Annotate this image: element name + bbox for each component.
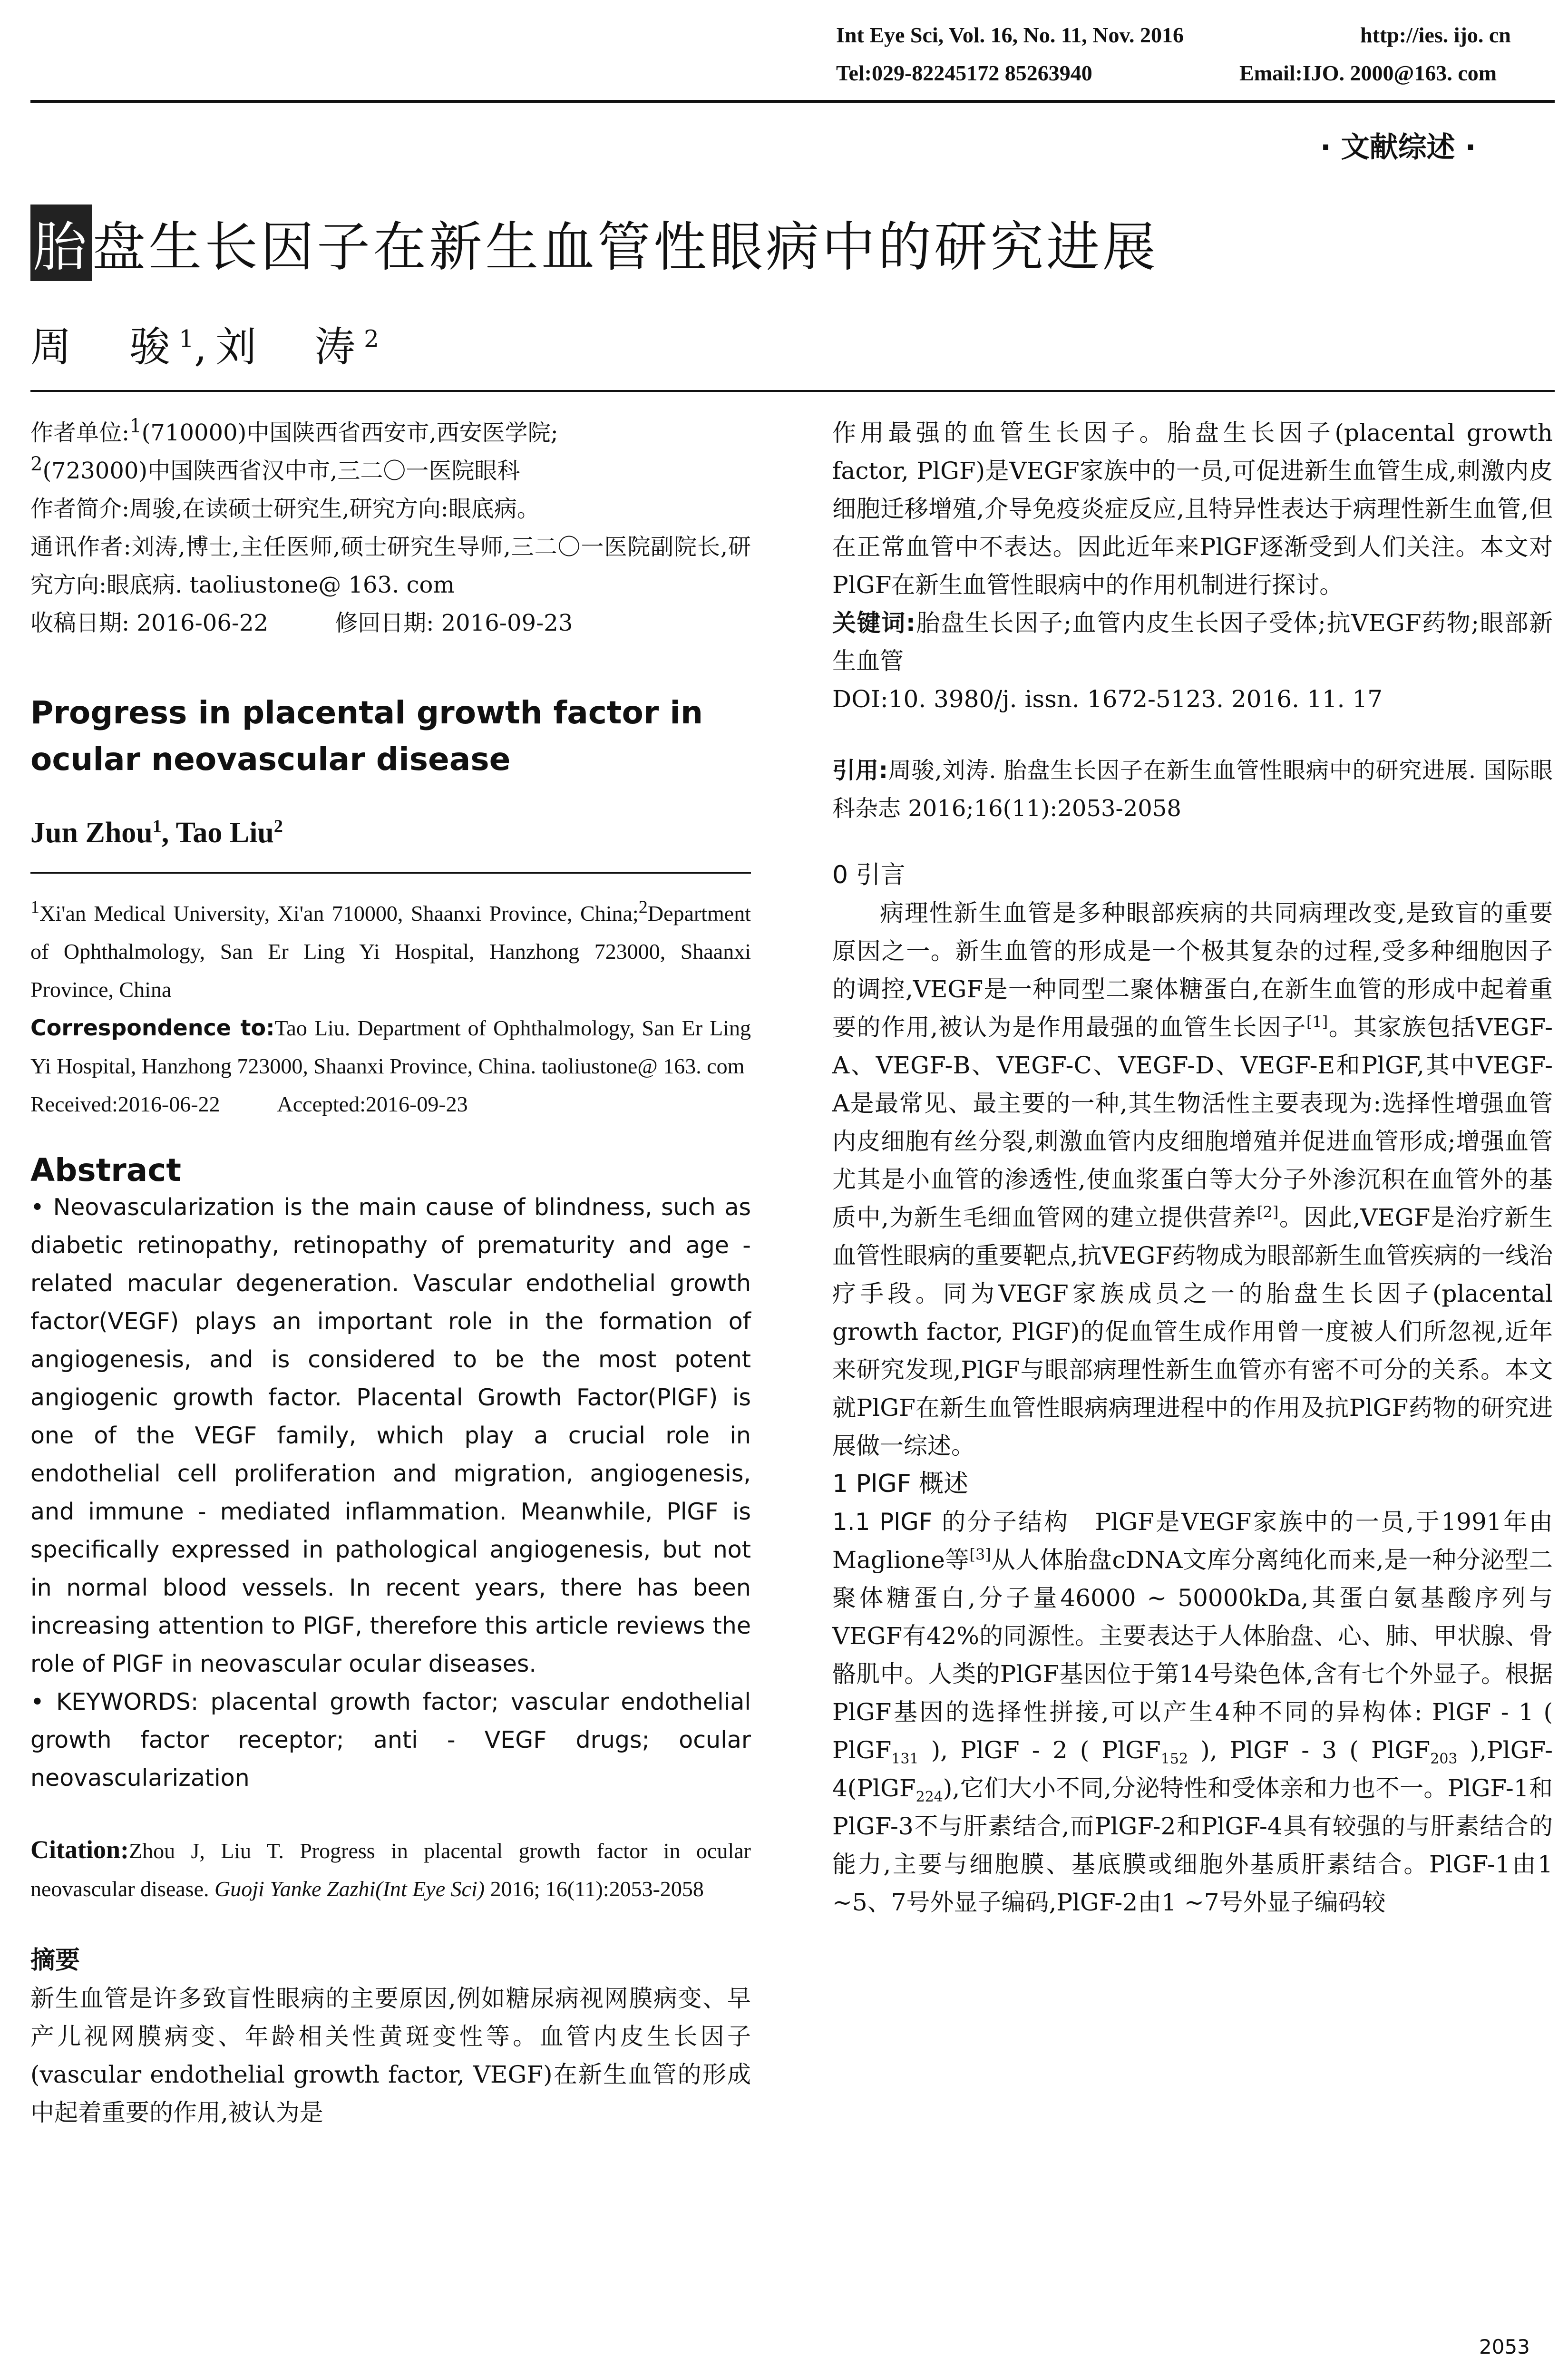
affil1-text: (710000)中国陕西省西安市,西安医学院; — [141, 419, 558, 446]
author-1-sup: 1 — [179, 325, 194, 353]
corresponding-author-cn: 通讯作者:刘涛,博士,主任医师,硕士研究生导师,三二〇一医院副院长,研究方向:眼底病. taoliustone@ 163. com — [30, 534, 751, 598]
journal-email: Email:IJO. 2000@163. com — [1239, 61, 1497, 85]
english-affiliations — [30, 895, 751, 1009]
doi: DOI:10. 3980/j. issn. 1672-5123. 2016. 11. 17 — [832, 685, 1383, 713]
journal-phone: Tel:029-82245172 85263940 — [836, 61, 1092, 85]
english-dates — [30, 1085, 751, 1123]
p11-part-e: ),PlGF-4(PlGF — [832, 1736, 1553, 1802]
section-0-heading: 0 引言 — [832, 861, 906, 889]
article-title — [30, 205, 1159, 281]
abstract-body: • Neovascularization is the main cause of blindness, such as diabetic retinopathy, retinopathy of prematurity and age - related macular degeneration. Vascular endothelial growth factor(VEGF) plays an important role in the formation of angiogenesis, and is considered to be the most potent angiogenic growth factor. Placental Growth Factor(PlGF) is one of the VEGF family, which play a crucial role in endothelial cell proliferation and migration, angiogenesis, and immune - mediated inflammation. Meanwhile, PlGF is specifically expressed in pathological angiogenesis, but not in normal blood vessels. In recent years, there has been increasing attention to PlGF, therefore this article reviews the role of PlGF in neovascular ocular diseases. — [30, 1194, 751, 1677]
author-1: 周 骏 — [30, 323, 179, 371]
affil2-text: (723000)中国陕西省汉中市,三二〇一医院眼科 — [42, 458, 520, 484]
en-author-2-sup: 2 — [273, 816, 283, 837]
english-authors — [30, 816, 751, 850]
left-column — [30, 414, 751, 2132]
sub-131: 131 — [891, 1751, 919, 1767]
en-affil2: Department of Ophthalmology, San Er Ling Yi Hospital, Hanzhong 723000, Shaanxi Province, China — [30, 901, 751, 1002]
keywords-cn-text: 胎盘生长因子;血管内皮生长因子受体;抗VEGF药物;眼部新生血管 — [832, 609, 1553, 675]
header-rule — [30, 100, 1555, 103]
citation-text-a: Zhou J, Liu T. Progress in placental growth factor in ocular neovascular disease. — [30, 1839, 751, 1901]
affil2-sup: 2 — [30, 453, 43, 475]
p11-part-c: ), PlGF - 2 ( PlGF — [918, 1736, 1161, 1764]
sub-152: 152 — [1160, 1751, 1188, 1767]
keywords-cn-label: 关键词: — [832, 609, 915, 637]
citation-cn-label: 引用: — [832, 757, 888, 784]
received-date-cn: 收稿日期: 2016-06-22 — [30, 610, 269, 636]
right-column — [832, 414, 1553, 1921]
correspondence-text: Tao Liu. Department of Ophthalmology, San Er Ling Yi Hospital, Hanzhong 723000, Shaanxi Province, China. taoliustone@ 163. com — [30, 1016, 751, 1078]
affil1-sup: 1 — [129, 415, 142, 437]
section-1-1-heading: 1.1 PlGF 的分子结构 — [832, 1508, 1070, 1536]
author-bio: 作者简介:周骏,在读硕士研究生,研究方向:眼底病。 — [30, 496, 540, 522]
keywords-cn — [832, 604, 1553, 680]
sub-203: 203 — [1430, 1751, 1458, 1767]
p11-part-d: ), PlGF - 3 ( PlGF — [1188, 1736, 1431, 1764]
correspondence-label: Correspondence to: — [30, 1015, 275, 1041]
author-2-sup: 2 — [364, 325, 379, 353]
abstract-body-cn: 新生血管是许多致盲性眼病的主要原因,例如糖尿病视网膜病变、早产儿视网膜病变、年龄相关性黄斑变性等。血管内皮生长因子(vascular endothelial growth factor, VEGF)在新生血管的形成中起着重要的作用,被认为是 — [30, 1985, 751, 2126]
english-title: Progress in placental growth factor in ocular neovascular disease — [30, 694, 703, 778]
p11-part-a: PlGF是VEGF家族中的一员,于1991年由Maglione等 — [832, 1508, 1553, 1574]
abstract-heading: Abstract — [30, 1152, 181, 1188]
citation-text-b: 2016; 16(11):2053-2058 — [485, 1877, 704, 1901]
author-2: 刘 涛 — [215, 323, 364, 371]
intro-part-b: 。其家族包括VEGF-A、VEGF-B、VEGF-C、VEGF-D、VEGF-E和PlGF,其中VEGF-A是最常见、最主要的一种,其生物活性主要表现为:选择性增强血管内皮细胞有丝分裂,刺激血管内皮细胞增殖并促进血管形成;增强血管尤其是小血管的渗透性,使血浆蛋白等大分子外渗沉积在血管外的基质中,为新生毛细血管网的建立提供营养 — [832, 1013, 1553, 1231]
journal-url: http://ies. ijo. cn — [1360, 23, 1511, 47]
author-sep: , — [194, 323, 216, 371]
citation-cn-text: 周骏,刘涛. 胎盘生长因子在新生血管性眼病中的研究进展. 国际眼科杂志 2016;16(11):2053-2058 — [832, 757, 1553, 822]
citation-en — [30, 1831, 751, 1908]
title-rest: 盘生长因子在新生血管性眼病中的研究进展 — [92, 216, 1159, 278]
intro-part-c: 。因此,VEGF是治疗新生血管性眼病的重要靶点,抗VEGF药物成为眼部新生血管疾病的一线治疗手段。同为VEGF家族成员之一的胎盘生长因子(placental growth factor, PlGF)的促血管生成作用曾一度被人们所忽视,近年来研究发现,PlGF与眼部病理性新生血管亦有密不可分的关系。本文就PlGF在新生血管性眼病病理进程中的作用及抗PlGF药物的研究进展做一综述。 — [832, 1204, 1553, 1460]
abstract-heading-cn: 摘要 — [30, 1946, 80, 1975]
ref-2: [2] — [1256, 1203, 1279, 1221]
keywords-en — [30, 1683, 751, 1797]
en-accepted: Accepted:2016-09-23 — [277, 1092, 468, 1116]
citation-journal: Guoji Yanke Zazhi(Int Eye Sci) — [214, 1877, 485, 1901]
en-received: Received:2016-06-22 — [30, 1092, 220, 1116]
abstract-cn-continued: 作用最强的血管生长因子。胎盘生长因子(placental growth factor, PlGF)是VEGF家族中的一员,可促进新生血管生成,刺激内皮细胞迁移增殖,介导免疫炎症反应,且特异性表达于病理性新生血管,但在正常血管中不表达。因此近年来PlGF逐渐受到人们关注。本文对PlGF在新生血管性眼病中的作用机制进行探讨。 — [832, 419, 1553, 599]
page-number: 2053 — [1479, 2335, 1530, 2358]
en-affil1-sup: 1 — [30, 897, 40, 917]
en-affil1: Xi'an Medical University, Xi'an 710000, Shaanxi Province, China; — [39, 901, 639, 925]
en-affil2-sup: 2 — [638, 897, 648, 917]
ref-1: [1] — [1306, 1013, 1328, 1031]
english-header-rule — [30, 850, 751, 874]
en-author-1-sup: 1 — [152, 816, 162, 837]
title-first-char: 胎 — [30, 205, 92, 281]
affil-label: 作者单位: — [30, 419, 130, 446]
keywords-label: • KEYWORDS: — [30, 1688, 199, 1715]
citation-label: Citation: — [30, 1835, 129, 1864]
affiliations-cn — [30, 414, 751, 490]
section-1-heading: 1 PlGF 概述 — [832, 1470, 969, 1498]
authors-cn — [30, 314, 379, 373]
en-author-2: Tao Liu — [175, 817, 274, 849]
keywords-text: placental growth factor; vascular endothelial growth factor receptor; anti - VEGF drugs; ocular neovascularization — [30, 1688, 751, 1792]
section-1-1-paragraph — [832, 1503, 1553, 1921]
en-author-sep: , — [161, 817, 176, 849]
p11-part-b: 从人体胎盘cDNA文库分离纯化而来,是一种分泌型二聚体糖蛋白,分子量46000 ~ 50000kDa,其蛋白氨基酸序列与VEGF有42%的同源性。主要表达于人体胎盘、心、肺、甲状腺、骨骼肌中。人类的PlGF基因位于第14号染色体,含有七个外显子。根据PlGF基因的选择性拼接,可以产生4种不同的异构体: PlGF - 1 ( PlGF — [832, 1546, 1553, 1764]
citation-cn — [832, 751, 1553, 828]
journal-citation-header: Int Eye Sci, Vol. 16, No. 11, Nov. 2016 — [836, 23, 1184, 47]
sub-224: 224 — [915, 1789, 943, 1805]
p11-part-f: ),它们大小不同,分泌特性和受体亲和力也不一。PlGF-1和PlGF-3不与肝素结合,而PlGF-2和PlGF-4具有较强的与肝素结合的能力,主要与细胞膜、基底膜或细胞外基质肝素结合。PlGF-1由1 ~5、7号外显子编码,PlGF-2由1 ~7号外显子编码较 — [832, 1774, 1553, 1916]
title-rule — [30, 390, 1555, 392]
english-correspondence — [30, 1009, 751, 1085]
section-tag: · 文献综述 · — [1320, 131, 1476, 164]
en-author-1: Jun Zhou — [30, 817, 153, 849]
revised-date-cn: 修回日期: 2016-09-23 — [335, 610, 573, 636]
intro-part-a: 病理性新生血管是多种眼部疾病的共同病理改变,是致盲的重要原因之一。新生血管的形成是一个极其复杂的过程,受多种细胞因子的调控,VEGF是一种同型二聚体糖蛋白,在新生血管的形成中起着重要的作用,被认为是作用最强的血管生长因子 — [832, 899, 1553, 1041]
dates-cn — [30, 604, 751, 642]
ref-3: [3] — [969, 1545, 991, 1564]
introduction-paragraph — [832, 894, 1553, 1465]
